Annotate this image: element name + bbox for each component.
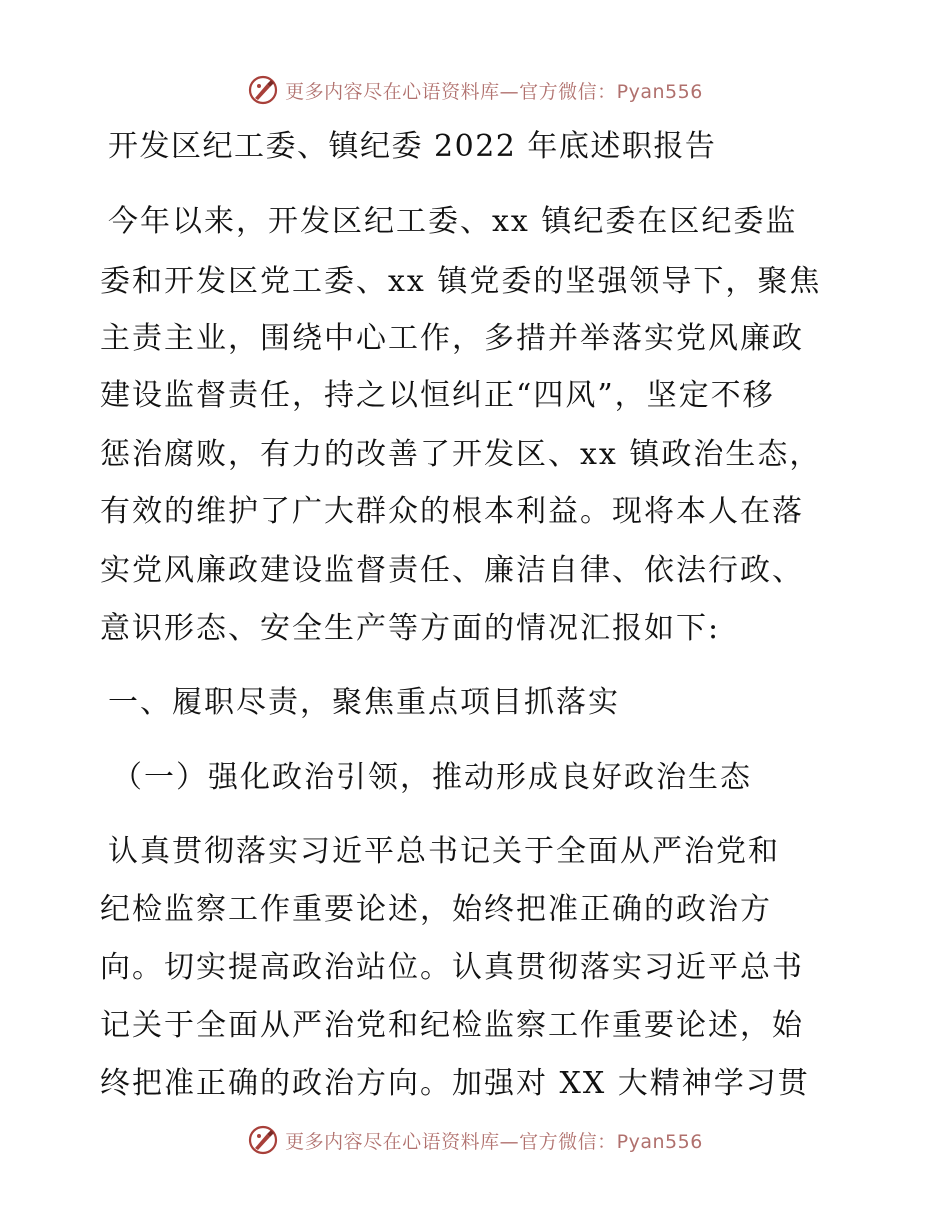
paragraph-line: 主责主业，围绕中心工作，多措并举落实党风廉政: [100, 321, 804, 356]
subsection-heading: （一）强化政治引领，推动形成良好政治生态: [112, 760, 752, 795]
pen-logo-icon: [247, 1124, 279, 1156]
paragraph-line: 今年以来，开发区纪工委、xx 镇纪委在区纪委监: [108, 204, 798, 239]
watermark-text: 更多内容尽在心语资料库—官方微信：Pyan556: [285, 80, 703, 103]
paragraph-line: 终把准正确的政治方向。加强对 XX 大精神学习贯: [100, 1066, 810, 1101]
paragraph-line: 委和开发区党工委、xx 镇党委的坚强领导下，聚焦: [100, 264, 822, 299]
watermark-header: [0, 70, 950, 110]
paragraph-line: 建设监督责任，持之以恒纠正“四风”，坚定不移: [100, 378, 775, 413]
paragraph-line: 意识形态、安全生产等方面的情况汇报如下:: [100, 611, 721, 646]
paragraph-line: 认真贯彻落实习近平总书记关于全面从严治党和: [108, 834, 780, 869]
paragraph-line: 记关于全面从严治党和纪检监察工作重要论述，始: [100, 1008, 804, 1043]
paragraph-line: 纪检监察工作重要论述，始终把准正确的政治方: [100, 892, 772, 927]
paragraph-line: 实党风廉政建设监督责任、廉洁自律、依法行政、: [100, 553, 804, 588]
paragraph-line: 惩治腐败，有力的改善了开发区、xx 镇政治生态，: [100, 437, 822, 472]
paragraph-line: 向。切实提高政治站位。认真贯彻落实习近平总书: [100, 950, 804, 985]
watermark-footer: [0, 1120, 950, 1160]
section-heading: 一、履职尽责，聚焦重点项目抓落实: [108, 685, 620, 720]
document-title: 开发区纪工委、镇纪委 2022 年底述职报告: [108, 129, 717, 164]
paragraph-line: 有效的维护了广大群众的根本利益。现将本人在落: [100, 494, 804, 529]
watermark-text: 更多内容尽在心语资料库—官方微信：Pyan556: [285, 1130, 703, 1153]
pen-logo-icon: [247, 74, 279, 106]
